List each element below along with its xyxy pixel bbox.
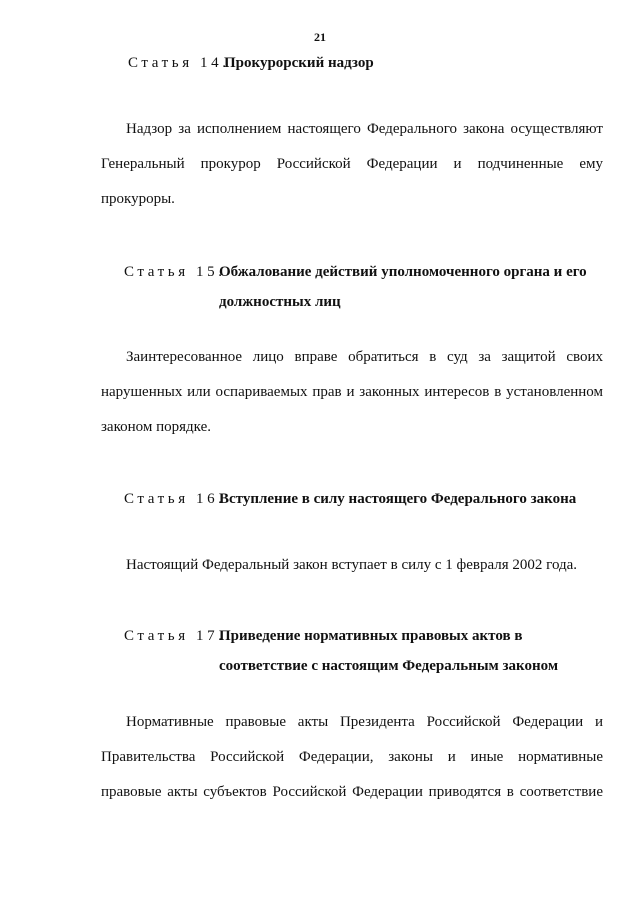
paragraph-line: Надзор за исполнением настоящего Федерального закона осуществляют [126,121,603,137]
article-paragraph [101,705,603,810]
article-paragraph [101,548,603,583]
article-title-line: соответствие с настоящим Федеральным законом [219,658,559,674]
paragraph-line: Настоящий Федеральный закон вступает в силу с 1 февраля 2002 года. [126,557,578,573]
paragraph-line: нарушенных или оспариваемых прав и законных интересов в установленном [101,384,603,400]
paragraph-line: Генеральный прокурор Российской Федерации и подчиненные ему [101,156,603,172]
paragraph-line: Нормативные правовые акты Президента Российской Федерации и [126,714,603,730]
article-title-line: Обжалование действий уполномоченного органа и его [219,264,587,280]
article-label: Статья 14. [128,55,230,71]
article-label: Статья 17. [124,628,226,644]
article-title-line: Вступление в силу настоящего Федерального закона [219,491,577,507]
paragraph-line: прокуроры. [101,191,175,207]
paragraph-line: Правительства Российской Федерации, законы и иные нормативные [101,749,603,765]
article-title [219,621,619,681]
article-title-line: должностных лиц [219,294,341,310]
article-title [219,484,619,514]
paragraph-line: законом порядке. [101,419,211,435]
article-paragraph [101,112,603,217]
article-title [219,257,619,317]
paragraph-line: правовые акты субъектов Российской Федерации приводятся в соответствие [101,784,603,800]
article-label: Статья 15. [124,264,226,280]
article-title [224,48,624,78]
page-number: 21 [314,30,326,44]
article-label: Статья 16. [124,491,226,507]
article-paragraph [101,340,603,445]
article-title-line: Приведение нормативных правовых актов в [219,628,523,644]
paragraph-line: Заинтересованное лицо вправе обратиться в суд за защитой своих [126,349,603,365]
article-title-line: Прокурорский надзор [224,55,374,71]
